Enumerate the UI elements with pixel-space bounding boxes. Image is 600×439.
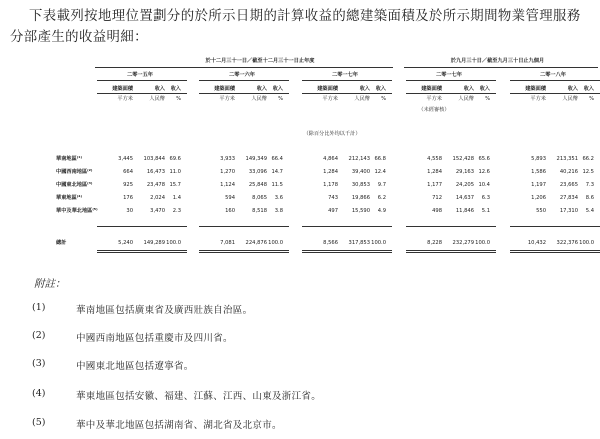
period-rule-annual xyxy=(95,67,393,68)
total-cell: 5,240 xyxy=(118,240,133,246)
table-cell: 1,206 xyxy=(531,195,546,201)
table-cell: 5,893 xyxy=(531,156,546,162)
year-header: 二零一八年 xyxy=(540,72,566,78)
note-text: 中國西南地區包括重慶市及四川省。 xyxy=(76,333,233,344)
table-cell: 8.6 xyxy=(585,195,594,201)
table-cell: 39,400 xyxy=(351,169,370,175)
column-unit: 人民幣 xyxy=(149,96,165,102)
table-cell: 11.0 xyxy=(169,169,181,175)
total-cell: 7,081 xyxy=(220,240,235,246)
row-label: 中國東北地區⁽³⁾ xyxy=(56,182,93,188)
table-cell: 66.8 xyxy=(374,156,386,162)
column-unit: % xyxy=(485,96,490,102)
table-cell: 8,065 xyxy=(252,195,267,201)
table-cell: 11,846 xyxy=(455,208,474,214)
year-header: 二零一六年 xyxy=(229,72,255,78)
year-rule xyxy=(97,80,187,81)
table-cell: 14,637 xyxy=(455,195,474,201)
total-cell: 100.0 xyxy=(579,240,594,246)
table-cell: 176 xyxy=(123,195,133,201)
table-cell: 24,205 xyxy=(455,182,474,188)
table-cell: 6.2 xyxy=(377,195,386,201)
note-text: 華中及華北地區包括湖南省、湖北省及北京市。 xyxy=(76,420,282,431)
year-header: 二零一七年 xyxy=(332,72,358,78)
total-rule-1 xyxy=(510,250,600,251)
year-header: 二零一七年 xyxy=(436,72,462,78)
period-rule-interim xyxy=(404,67,598,68)
table-cell: 4,558 xyxy=(427,156,442,162)
column-unit: 平方米 xyxy=(219,96,235,102)
column-label: 收入 xyxy=(479,86,490,92)
year-rule xyxy=(302,80,392,81)
column-label: 收入 xyxy=(375,86,386,92)
total-rule-1 xyxy=(199,250,289,251)
note-text: 中國東北地區包括遼寧省。 xyxy=(76,361,194,372)
table-cell: 9.7 xyxy=(377,182,386,188)
total-rule-2 xyxy=(302,252,392,253)
total-cell: 8,566 xyxy=(323,240,338,246)
table-cell: 498 xyxy=(432,208,442,214)
total-label: 總計 xyxy=(56,240,67,246)
column-label: 建築面積 xyxy=(525,86,546,92)
table-cell: 4.9 xyxy=(377,208,386,214)
total-cell: 322,376 xyxy=(556,240,578,246)
column-label: 收入 xyxy=(170,86,181,92)
table-cell: 12.5 xyxy=(582,169,594,175)
table-cell: 1.4 xyxy=(172,195,181,201)
intro-paragraph: 下表載列按地理位置劃分的於所示日期的計算收益的總建築面積及於所示期間物業管理服務分部產生的收益明細： xyxy=(10,9,581,45)
column-unit: 平方米 xyxy=(322,96,338,102)
table-cell: 5.1 xyxy=(481,208,490,214)
column-label: 收入 xyxy=(567,86,578,92)
table-cell: 25,848 xyxy=(248,182,267,188)
table-cell: 65.6 xyxy=(478,156,490,162)
total-cell: 149,289 xyxy=(143,240,165,246)
notes-title: 附註： xyxy=(34,278,66,290)
subtotal-rule xyxy=(302,226,392,227)
subtotal-rule xyxy=(510,226,600,227)
year-rule xyxy=(406,80,496,81)
table-cell: 3,933 xyxy=(220,156,235,162)
table-cell: 3,470 xyxy=(150,208,165,214)
table-cell: 17,310 xyxy=(559,208,578,214)
table-cell: 11.5 xyxy=(271,182,283,188)
table-cell: 1,197 xyxy=(531,182,546,188)
table-cell: 3.6 xyxy=(274,195,283,201)
table-cell: 69.6 xyxy=(169,156,181,162)
column-label: 收入 xyxy=(463,86,474,92)
table-cell: 66.4 xyxy=(271,156,283,162)
table-cell: 7.3 xyxy=(585,182,594,188)
column-label: 收入 xyxy=(359,86,370,92)
table-cell: 30,853 xyxy=(351,182,370,188)
table-cell: 1,178 xyxy=(323,182,338,188)
table-cell: 23,478 xyxy=(146,182,165,188)
total-cell: 100.0 xyxy=(268,240,283,246)
table-cell: 550 xyxy=(536,208,546,214)
table-cell: 29,163 xyxy=(455,169,474,175)
total-cell: 10,432 xyxy=(527,240,546,246)
total-rule-1 xyxy=(97,250,187,251)
total-cell: 100.0 xyxy=(475,240,490,246)
row-label: 華東地區⁽⁴⁾ xyxy=(56,195,83,201)
table-cell: 23,665 xyxy=(559,182,578,188)
year-header: 二零一五年 xyxy=(127,72,153,78)
table-cell: 497 xyxy=(328,208,338,214)
table-cell: 2.3 xyxy=(172,208,181,214)
year-rule xyxy=(510,80,600,81)
table-cell: 12.4 xyxy=(374,169,386,175)
table-cell: 712 xyxy=(432,195,442,201)
subtotal-rule xyxy=(97,226,187,227)
unaudited-note: （未經審核） xyxy=(418,107,450,113)
column-label-rule xyxy=(510,93,600,94)
column-unit: 平方米 xyxy=(117,96,133,102)
column-label-rule xyxy=(302,93,392,94)
column-unit: % xyxy=(176,96,181,102)
column-label: 建築面積 xyxy=(214,86,235,92)
note-text: 華南地區包括廣東省及廣西壯族自治區。 xyxy=(76,305,253,316)
table-cell: 3,445 xyxy=(118,156,133,162)
total-rule-2 xyxy=(97,252,187,253)
total-cell: 224,876 xyxy=(245,240,267,246)
table-cell: 1,177 xyxy=(427,182,442,188)
table-cell: 15.7 xyxy=(169,182,181,188)
table-cell: 152,428 xyxy=(452,156,474,162)
table-cell: 925 xyxy=(123,182,133,188)
total-rule-2 xyxy=(406,252,496,253)
table-cell: 10.4 xyxy=(478,182,490,188)
table-cell: 149,349 xyxy=(245,156,267,162)
table-cell: 6.3 xyxy=(481,195,490,201)
table-cell: 15,590 xyxy=(351,208,370,214)
table-cell: 160 xyxy=(225,208,235,214)
total-rule-2 xyxy=(510,252,600,253)
column-label: 收入 xyxy=(272,86,283,92)
subtotal-rule xyxy=(199,226,289,227)
table-cell: 4,864 xyxy=(323,156,338,162)
column-unit: 人民幣 xyxy=(251,96,267,102)
total-rule-2 xyxy=(199,252,289,253)
table-cell: 1,586 xyxy=(531,169,546,175)
column-label-rule xyxy=(406,93,496,94)
note-number: (5) xyxy=(32,417,46,428)
column-unit: % xyxy=(381,96,386,102)
row-label: 華中及華北地區⁽⁵⁾ xyxy=(56,208,98,214)
table-cell: 2,024 xyxy=(150,195,165,201)
table-cell: 66.2 xyxy=(582,156,594,162)
note-number: (3) xyxy=(32,358,46,369)
column-unit: 平方米 xyxy=(530,96,546,102)
row-label: 華南地區⁽¹⁾ xyxy=(56,156,83,162)
column-unit: 人民幣 xyxy=(458,96,474,102)
total-cell: 100.0 xyxy=(166,240,181,246)
table-cell: 3.8 xyxy=(274,208,283,214)
table-cell: 103,844 xyxy=(143,156,165,162)
total-cell: 100.0 xyxy=(371,240,386,246)
note-number: (4) xyxy=(32,388,46,399)
row-label: 中國西南地區⁽²⁾ xyxy=(56,169,93,175)
total-cell: 232,279 xyxy=(452,240,474,246)
column-unit: % xyxy=(589,96,594,102)
column-unit: 平方米 xyxy=(426,96,442,102)
table-cell: 1,270 xyxy=(220,169,235,175)
total-rule-1 xyxy=(302,250,392,251)
column-label: 建築面積 xyxy=(112,86,133,92)
column-label-rule xyxy=(97,93,187,94)
table-cell: 30 xyxy=(126,208,133,214)
table-cell: 213,351 xyxy=(556,156,578,162)
total-cell: 317,853 xyxy=(348,240,370,246)
table-cell: 212,143 xyxy=(348,156,370,162)
table-cell: 1,284 xyxy=(323,169,338,175)
table-cell: 1,284 xyxy=(427,169,442,175)
column-label-rule xyxy=(199,93,289,94)
table-cell: 8,518 xyxy=(252,208,267,214)
table-cell: 5.4 xyxy=(585,208,594,214)
unit-note: （除百分比外均以千計） xyxy=(303,131,361,137)
table-cell: 594 xyxy=(225,195,235,201)
note-number: (1) xyxy=(32,302,46,313)
year-rule xyxy=(199,80,289,81)
note-text: 華東地區包括安徽、福建、江蘇、江西、山東及浙江省。 xyxy=(76,391,322,402)
column-label: 收入 xyxy=(583,86,594,92)
total-rule-1 xyxy=(406,250,496,251)
period-header-annual: 於十二月三十一日／截至十二月三十一日止年度 xyxy=(205,58,315,64)
column-label: 收入 xyxy=(256,86,267,92)
table-cell: 664 xyxy=(123,169,133,175)
table-cell: 16,473 xyxy=(146,169,165,175)
period-header-interim: 於九月三十日／截至九月三十日止九個月 xyxy=(450,58,545,64)
column-label: 建築面積 xyxy=(421,86,442,92)
table-cell: 33,096 xyxy=(248,169,267,175)
table-cell: 27,834 xyxy=(559,195,578,201)
column-label: 建築面積 xyxy=(317,86,338,92)
table-cell: 743 xyxy=(328,195,338,201)
column-unit: 人民幣 xyxy=(354,96,370,102)
column-unit: % xyxy=(278,96,283,102)
table-cell: 40,216 xyxy=(559,169,578,175)
table-cell: 1,124 xyxy=(220,182,235,188)
column-label: 收入 xyxy=(154,86,165,92)
table-cell: 14.7 xyxy=(271,169,283,175)
subtotal-rule xyxy=(406,226,496,227)
table-cell: 19,866 xyxy=(351,195,370,201)
total-cell: 8,228 xyxy=(427,240,442,246)
note-number: (2) xyxy=(32,330,46,341)
column-unit: 人民幣 xyxy=(562,96,578,102)
table-cell: 12.6 xyxy=(478,169,490,175)
